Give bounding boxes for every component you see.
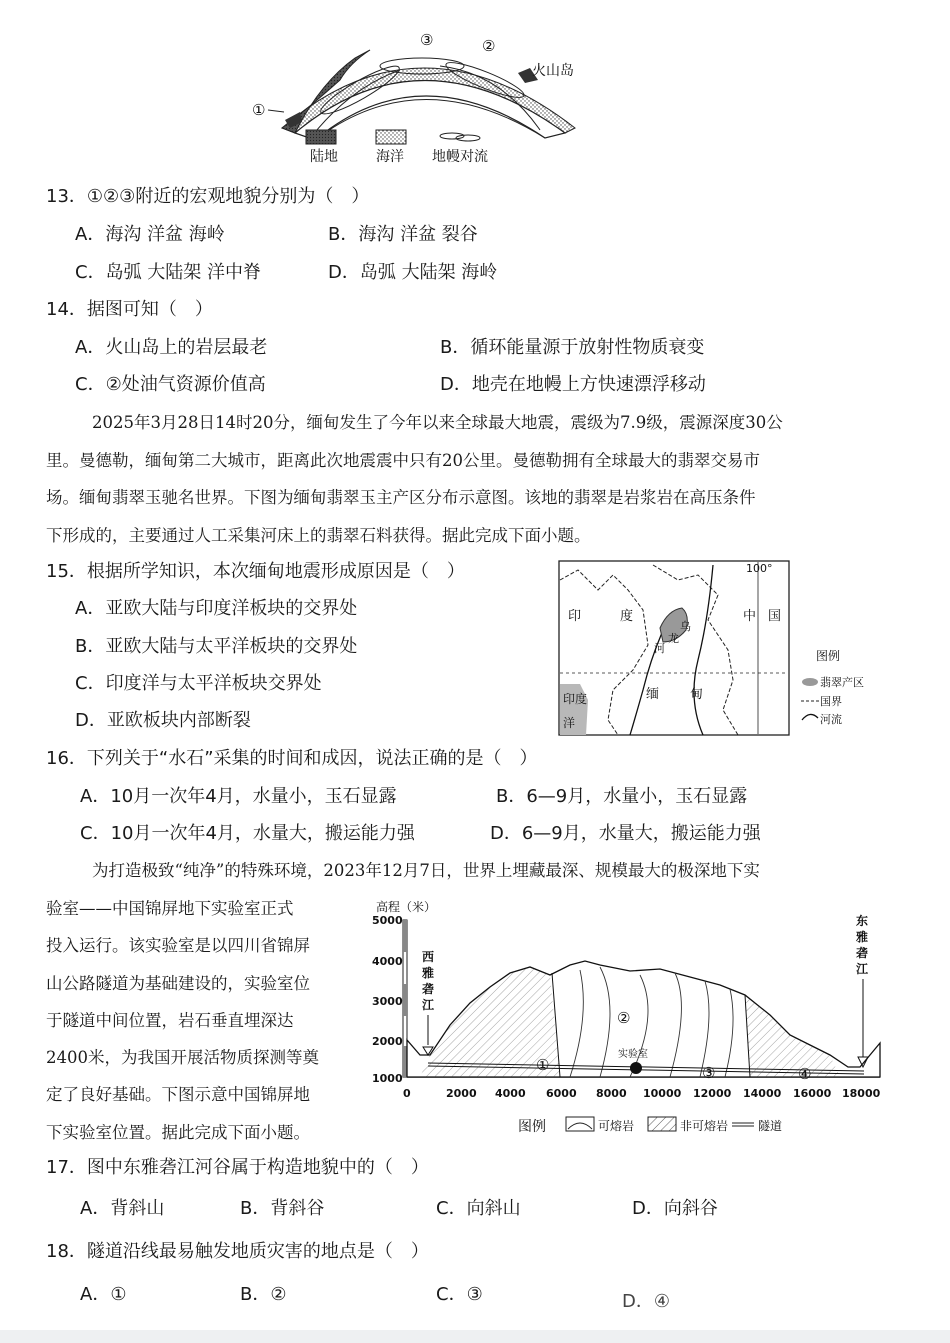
- longitude-label: 100°: [746, 562, 773, 575]
- x-tick: 6000: [546, 1087, 577, 1100]
- profile-marker-1: ①: [536, 1056, 550, 1074]
- passage-myanmar: [46, 404, 901, 554]
- passage-side-line: 定了良好基础。下图示意中国锦屏地: [46, 1085, 310, 1105]
- legend-soluble: 可熔岩: [598, 1119, 635, 1133]
- q16-option-b[interactable]: B．6—9月，水量小，玉石显露: [496, 786, 748, 807]
- passage-side-line: 于隧道中间位置，岩石垂直埋深达: [46, 1010, 294, 1030]
- west-river-3: 砻: [422, 982, 435, 996]
- myanmar-jade-map: [558, 560, 878, 738]
- q15-option-c[interactable]: C．印度洋与太平洋板块交界处: [75, 673, 322, 694]
- q13-option-d[interactable]: D．岛弧 大陆架 海岭: [328, 262, 498, 283]
- passage-side-line: 验室——中国锦屏地下实验室正式: [46, 899, 294, 918]
- map-myanmar-2: 甸: [690, 687, 704, 702]
- fig1-marker-3: ③: [420, 31, 434, 49]
- map-ocean-1: 印: [563, 692, 576, 706]
- east-river-1: 东: [856, 914, 869, 928]
- profile-marker-4: ④: [798, 1065, 812, 1083]
- lab-dot: [630, 1062, 642, 1074]
- map-legend-border: 国界: [820, 695, 842, 708]
- west-river-2: 雅: [422, 966, 435, 980]
- volcano-island-label: 火山岛: [532, 63, 574, 79]
- y-tick: 3000: [372, 995, 403, 1008]
- passage-myanmar-line-3: 场。缅甸翡翠玉驰名世界。下图为缅甸翡翠玉主产区分布示意图。该地的翡翠是岩浆岩在高压条件: [46, 488, 756, 507]
- profile-legend-title: 图例: [518, 1119, 546, 1135]
- plate-convection-figure: [240, 28, 600, 168]
- x-tick: 8000: [596, 1087, 627, 1100]
- q14-option-d[interactable]: D．地壳在地幔上方快速漂浮移动: [440, 374, 706, 395]
- map-ocean-2: 度: [575, 692, 588, 706]
- q18-option-b[interactable]: B．②: [240, 1284, 287, 1305]
- map-myanmar-1: 缅: [646, 687, 660, 702]
- q18-option-a[interactable]: A．①: [80, 1284, 127, 1305]
- fig1-marker-2: ②: [482, 37, 496, 55]
- y-tick: 1000: [372, 1072, 403, 1085]
- q13-option-b[interactable]: B．海沟 洋盆 裂谷: [328, 224, 478, 245]
- map-legend-jade: 翡翠产区: [820, 676, 864, 689]
- legend-land-label: 陆地: [310, 149, 338, 165]
- y-tick: 2000: [372, 1035, 403, 1048]
- map-india-1: 印: [568, 609, 582, 624]
- q15-option-a[interactable]: A．亚欧大陆与印度洋板块的交界处: [75, 598, 358, 619]
- q18-option-c[interactable]: C．③: [436, 1284, 483, 1305]
- map-river-3: 河: [654, 642, 665, 655]
- map-ocean-3: 洋: [563, 716, 576, 730]
- east-river-4: 江: [856, 962, 869, 976]
- west-river-1: 西: [422, 950, 435, 964]
- q13-stem: 13．①②③附近的宏观地貌分别为（ ）: [46, 186, 370, 207]
- q15-stem: 15．根据所学知识，本次缅甸地震形成原因是（ ）: [46, 561, 465, 582]
- q14-stem: 14．据图可知（ ）: [46, 299, 213, 320]
- q14-option-b[interactable]: B．循环能量源于放射性物质衰变: [440, 337, 705, 358]
- passage-jinping-side: [46, 890, 376, 1151]
- passage-jinping-line-1: 为打造极致“纯净”的特殊环境，2023年12月7日，世界上埋藏最深、规模最大的极深地下实: [92, 861, 760, 880]
- q17-option-c[interactable]: C．向斜山: [436, 1198, 521, 1219]
- q13-option-c[interactable]: C．岛弧 大陆架 洋中脊: [75, 262, 262, 283]
- map-legend-river: 河流: [820, 713, 842, 726]
- x-tick: 0: [403, 1087, 411, 1100]
- passage-myanmar-line-4: 下形成的，主要通过人工采集河床上的翡翠石料获得。据此完成下面小题。: [46, 525, 591, 545]
- x-tick: 16000: [793, 1087, 832, 1100]
- fig1-marker-1: ①: [252, 101, 266, 119]
- passage-jinping: [46, 852, 901, 890]
- passage-side-line: 山公路隧道为基础建设的，实验室位: [46, 973, 310, 993]
- q16-option-c[interactable]: C．10月一次年4月，水量大，搬运能力强: [80, 823, 415, 844]
- profile-marker-3: ③: [702, 1064, 716, 1082]
- profile-y-title: 高程（米）: [376, 900, 437, 914]
- q16-option-d[interactable]: D．6—9月，水量大，搬运能力强: [490, 823, 761, 844]
- passage-side-line: 2400米，为我国开展活物质探测等奠: [46, 1048, 319, 1068]
- legend-tunnel: 隧道: [758, 1119, 783, 1133]
- legend-ocean-label: 海洋: [376, 149, 404, 165]
- east-river-2: 雅: [856, 930, 869, 944]
- q14-option-a[interactable]: A．火山岛上的岩层最老: [75, 337, 268, 358]
- q16-option-a[interactable]: A．10月一次年4月，水量小，玉石显露: [80, 786, 397, 807]
- q16-stem: 16．下列关于“水石”采集的时间和成因，说法正确的是（ ）: [46, 748, 538, 769]
- map-river-2: 龙: [668, 632, 679, 645]
- legend-insoluble: 非可熔岩: [680, 1119, 729, 1133]
- legend-mantle-label: 地幔对流: [432, 149, 488, 165]
- passage-myanmar-line-2: 里。曼德勒，缅甸第二大城市，距离此次地震震中只有20公里。曼德勒拥有全球最大的翡翠交易市: [46, 450, 760, 470]
- map-china-2: 国: [768, 609, 782, 624]
- map-china-1: 中: [743, 609, 757, 624]
- x-tick: 14000: [743, 1087, 782, 1100]
- map-river-1: 乌: [680, 620, 691, 633]
- west-river-4: 江: [422, 998, 435, 1012]
- passage-myanmar-line-1: 2025年3月28日14时20分，缅甸发生了今年以来全球最大地震，震级为7.9级，震源深度30公: [92, 413, 783, 432]
- q17-option-d[interactable]: D．向斜谷: [632, 1198, 718, 1219]
- y-tick: 5000: [372, 914, 403, 927]
- q15-option-b[interactable]: B．亚欧大陆与太平洋板块的交界处: [75, 636, 358, 657]
- lab-label: 实验室: [618, 1049, 648, 1060]
- q17-option-a[interactable]: A．背斜山: [80, 1198, 165, 1219]
- q18-stem: 18．隧道沿线最易触发地质灾害的地点是（ ）: [46, 1241, 429, 1262]
- q17-option-b[interactable]: B．背斜谷: [240, 1198, 325, 1219]
- q17-stem: 17．图中东雅砻江河谷属于构造地貌中的（ ）: [46, 1157, 429, 1178]
- map-india-2: 度: [620, 609, 634, 624]
- jinping-profile-figure: [370, 895, 890, 1145]
- x-tick: 2000: [446, 1087, 477, 1100]
- passage-side-line: 下实验室位置。据此完成下面小题。: [46, 1122, 310, 1142]
- q13-option-a[interactable]: A．海沟 洋盆 海岭: [75, 224, 225, 245]
- passage-side-line: 投入运行。该实验室是以四川省锦屏: [46, 936, 310, 956]
- map-legend-title: 图例: [816, 649, 841, 663]
- x-tick: 12000: [693, 1087, 732, 1100]
- x-tick: 4000: [495, 1087, 526, 1100]
- q15-option-d[interactable]: D．亚欧板块内部断裂: [75, 710, 251, 731]
- y-tick: 4000: [372, 955, 403, 968]
- q14-option-c[interactable]: C．②处油气资源价值高: [75, 374, 266, 395]
- profile-marker-2: ②: [617, 1009, 631, 1027]
- page-bottom-strip: [0, 1330, 950, 1343]
- x-tick: 18000: [842, 1087, 881, 1100]
- east-river-3: 砻: [856, 946, 869, 960]
- x-tick: 10000: [643, 1087, 682, 1100]
- q18-option-d[interactable]: D．④: [622, 1291, 670, 1312]
